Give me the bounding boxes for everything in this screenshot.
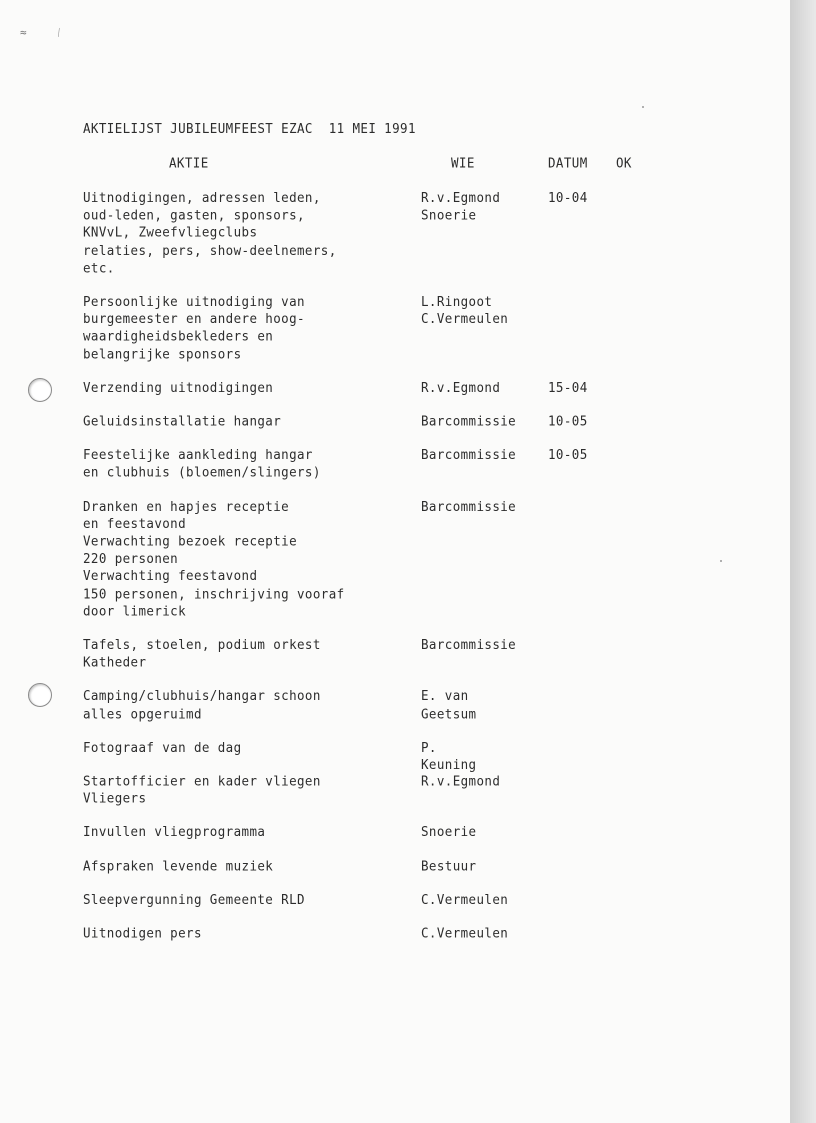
- due-date: 10-05: [548, 412, 588, 429]
- column-header-row: [83, 154, 632, 172]
- action-description: Fotograaf van de dag: [83, 738, 242, 755]
- action-row: [83, 446, 588, 481]
- due-date: 15-04: [548, 379, 588, 396]
- responsible-person: P. Keuning: [421, 738, 477, 773]
- action-description: Verzending uitnodigingen: [83, 379, 274, 396]
- responsible-person: L.Ringoot C.Vermeulen: [421, 292, 509, 327]
- responsible-person: Barcommissie: [421, 636, 517, 653]
- action-list: [83, 189, 588, 942]
- action-description: Startofficier en kader vliegen Vliegers: [83, 772, 321, 807]
- responsible-person: Snoerie: [421, 823, 477, 840]
- responsible-person: Barcommissie: [421, 412, 517, 429]
- responsible-person: R.v.Egmond Snoerie: [421, 189, 501, 223]
- action-row: [83, 379, 588, 396]
- action-row: [83, 738, 477, 773]
- action-description: Invullen vliegprogramma: [83, 823, 266, 840]
- action-description: Camping/clubhuis/hangar schoon alles opgeruimd: [83, 687, 321, 722]
- action-row: [83, 823, 477, 841]
- column-header-datum: DATUM: [548, 154, 588, 171]
- action-list-document: [83, 120, 632, 958]
- responsible-person: C.Vermeulen: [421, 891, 509, 908]
- paper-speck: [720, 560, 722, 562]
- column-header-wie: WIE: [451, 154, 475, 171]
- punch-hole: [28, 378, 52, 402]
- action-description: Uitnodigingen, adressen leden, oud-leden, gasten, sponsors, KNVvL, Zweefvliegclubs relaties, pers, show-deelnemers, etc.: [83, 189, 337, 276]
- action-description: Sleepvergunning Gemeente RLD: [83, 891, 305, 908]
- paper-speck: [642, 106, 644, 108]
- responsible-person: R.v.Egmond: [421, 379, 501, 396]
- document-title: AKTIELIJST JUBILEUMFEEST EZAC 11 MEI 1991: [83, 120, 416, 137]
- due-date: 10-04: [548, 189, 588, 206]
- action-description: Afspraken levende muziek: [83, 857, 274, 874]
- pencil-mark: ⁄: [54, 26, 63, 39]
- action-row: [83, 497, 517, 620]
- action-row: [83, 292, 509, 363]
- action-row: [83, 687, 477, 723]
- action-row: [83, 891, 509, 908]
- action-row: [83, 772, 501, 807]
- action-row: [83, 857, 477, 874]
- action-description: Geluidsinstallatie hangar: [83, 412, 282, 429]
- action-description: Tafels, stoelen, podium orkest Katheder: [83, 636, 321, 671]
- responsible-person: Bestuur: [421, 857, 477, 874]
- scan-background-edge: [790, 0, 816, 1123]
- responsible-person: R.v.Egmond: [421, 772, 501, 789]
- due-date: 10-05: [548, 446, 588, 463]
- column-header-aktie: AKTIE: [169, 154, 209, 171]
- action-description: Dranken en hapjes receptie en feestavond Verwachting bezoek receptie 220 personen Verwachting feestavond 150 personen, inschrijving vooraf door limerick: [83, 497, 345, 619]
- punch-hole: [28, 683, 52, 707]
- action-row: [83, 412, 588, 430]
- action-row: [83, 636, 517, 671]
- column-header-ok: OK: [616, 154, 632, 171]
- responsible-person: Barcommissie: [421, 446, 517, 463]
- action-description: Persoonlijke uitnodiging van burgemeester en andere hoog- waardigheidsbekleders en belangrijke sponsors: [83, 292, 305, 362]
- pencil-mark: ≈: [20, 26, 27, 39]
- action-row: [83, 189, 588, 276]
- responsible-person: Barcommissie: [421, 497, 517, 514]
- responsible-person: C.Vermeulen: [421, 924, 509, 941]
- responsible-person: E. van Geetsum: [421, 687, 477, 722]
- action-description: Uitnodigen pers: [83, 924, 202, 941]
- action-description: Feestelijke aankleding hangar en clubhuis (bloemen/slingers): [83, 446, 321, 481]
- action-row: [83, 924, 509, 942]
